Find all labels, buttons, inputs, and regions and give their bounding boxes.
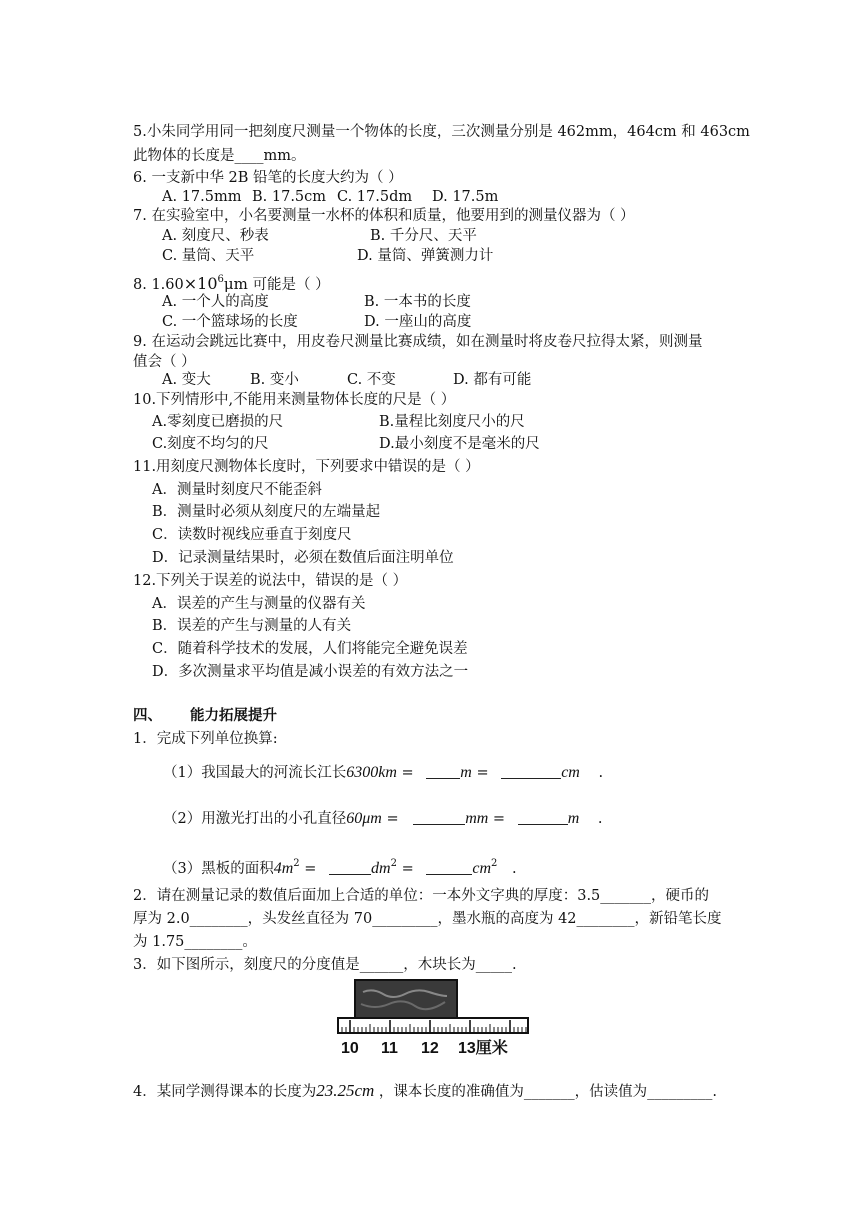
wooden-block — [355, 980, 457, 1018]
q6-stem: 6. 一支新中华 2B 铅笔的长度大约为（ ） — [133, 170, 403, 186]
q7-stem: 7. 在实验室中，小名要测量一水杯的体积和质量，他要用到的测量仪器为（ ） — [133, 208, 635, 224]
ruler-figure — [335, 978, 535, 1058]
p1-a-blank2[interactable] — [501, 764, 561, 779]
p4-prefix: 4．某同学测得课本的长度为 — [133, 1084, 317, 1100]
p1-c-square: 2 — [293, 858, 300, 869]
p1-a-blank1[interactable] — [426, 764, 460, 779]
q8-times-ten: ×10 — [183, 274, 218, 293]
p4-line — [133, 1081, 717, 1102]
q9-option-d: D. 都有可能 — [453, 372, 532, 388]
q10-option-c: C.刻度不均匀的尺 — [152, 436, 269, 452]
section-4-number: 四、 — [133, 707, 162, 724]
q9-line1: 9. 在运动会跳远比赛中，用皮卷尺测量比赛成绩，如在测量时将皮卷尺拉得太紧，则测量 — [133, 334, 703, 350]
q11-option-a: A．测量时刻度尺不能歪斜 — [152, 482, 322, 498]
p3-stem: 3．如下图所示，刻度尺的分度值是______，木块长为_____. — [133, 957, 517, 973]
q7-option-a: A. 刻度尺、秒表 — [162, 228, 269, 244]
p1-b-value: 60 — [346, 810, 363, 827]
q8-option-b: B. 一本书的长度 — [364, 294, 471, 310]
p1-c-eq2: = — [401, 861, 414, 877]
p1-a-unit: km — [378, 764, 397, 781]
p1-b-blank1[interactable] — [413, 810, 465, 825]
q8-option-a: A. 一个人的高度 — [162, 294, 269, 310]
p1-c-unit2: cm — [472, 860, 492, 877]
q11-option-c: C．读数时视线应垂直于刻度尺 — [152, 527, 352, 543]
p2-line1: 2．请在测量记录的数值后面加上合适的单位：一本外文字典的厚度：3.5_______，硬币的 — [133, 888, 710, 904]
q8-unit: μm — [223, 275, 248, 293]
p1-stem: 1．完成下列单位换算: — [133, 731, 278, 747]
q10-stem: 10.下列情形中,不能用来测量物体长度的尺是（ ） — [133, 392, 456, 408]
p1-c-label: （3）黑板的面积 — [163, 861, 274, 877]
q9-option-a: A. 变大 — [162, 372, 211, 388]
q11-option-b: B．测量时必须从刻度尺的左端量起 — [152, 504, 381, 520]
p4-value: 23.25 — [316, 1081, 355, 1100]
q6-option-b: B. 17.5cm — [252, 189, 327, 205]
ruler-label-10: 10 — [341, 1040, 359, 1057]
q8-option-c: C. 一个篮球场的长度 — [162, 314, 298, 330]
q12-option-b: B．误差的产生与测量的人有关 — [152, 618, 352, 634]
q11-stem: 11.用刻度尺测物体长度时，下列要求中错误的是（ ） — [133, 459, 480, 475]
p1-b-eq2: = — [492, 811, 506, 827]
p1-a-unit2: cm — [561, 764, 580, 781]
q5-line2: 此物体的长度是____mm。 — [133, 148, 306, 164]
p1-c-unit1: dm — [371, 860, 391, 877]
q10-option-a: A.零刻度已磨损的尺 — [152, 414, 284, 430]
q6-option-d: D. 17.5m — [432, 189, 499, 205]
q8-exponent: 6 — [217, 274, 224, 285]
q12-stem: 12.下列关于误差的说法中，错误的是（ ） — [133, 573, 408, 589]
q10-option-b: B.量程比刻度尺小的尺 — [379, 414, 525, 430]
p1-b-label: （2）用激光打出的小孔直径 — [163, 811, 347, 827]
q8-suffix: 可能是（ ） — [252, 277, 330, 293]
p1-b-eq1: = — [386, 811, 399, 827]
q12-option-a: A．误差的产生与测量的仪器有关 — [152, 596, 366, 612]
p1-a-eq2: = — [476, 765, 489, 781]
q9-line2: 值会（ ） — [133, 354, 196, 370]
q7-option-c: C. 量筒、天平 — [162, 248, 255, 264]
q8-option-d: D. 一座山的高度 — [364, 314, 472, 330]
p1-b-blank2[interactable] — [518, 810, 568, 825]
p1-c-unit: m — [281, 860, 294, 877]
p1-a-eq1: = — [401, 765, 414, 781]
q6-option-a: A. 17.5mm — [162, 189, 242, 205]
p1-b-unit2: m — [567, 810, 580, 827]
p1-c-value: 4 — [273, 860, 282, 877]
p4-suffix: ，课本长度的准确值为_______，估读值为_________. — [378, 1084, 718, 1100]
q8-prefix: 8. 1.60 — [133, 277, 184, 293]
p1-c-blank1[interactable] — [329, 860, 371, 875]
p1-b-end: . — [597, 811, 603, 827]
p2-line3: 为 1.75________。 — [133, 934, 257, 950]
q12-option-c: C．随着科学技术的发展，人们将能完全避免误差 — [152, 641, 468, 657]
p1-a-label: （1）我国最大的河流长江长 — [163, 765, 347, 781]
ruler-label-12: 12 — [421, 1040, 439, 1057]
section-4-title: 能力拓展提升 — [190, 707, 277, 724]
p1-b-unit1: mm — [465, 810, 489, 827]
p2-line2: 厚为 2.0________，头发丝直径为 70_________，墨水瓶的高度为 42________，新铅笔长度 — [133, 911, 722, 927]
q9-option-b: B. 变小 — [250, 372, 299, 388]
p4-unit: cm — [354, 1081, 375, 1100]
p1-c-unit1-square: 2 — [390, 858, 397, 869]
p1-a-unit1: m — [460, 764, 472, 781]
p1-b — [163, 809, 602, 829]
q12-option-d: D．多次测量求平均值是减小误差的有效方法之一 — [152, 664, 469, 680]
q6-option-c: C. 17.5dm — [337, 189, 413, 205]
p1-c-unit2-square: 2 — [491, 858, 498, 869]
p1-a-end: . — [598, 765, 604, 781]
q11-option-d: D．记录测量结果时，必须在数值后面注明单位 — [152, 550, 454, 566]
p1-a-value: 6300 — [346, 764, 379, 781]
ruler-label-13cm: 13厘米 — [458, 1040, 508, 1057]
q9-option-c: C. 不变 — [347, 372, 396, 388]
p1-c — [163, 854, 517, 879]
p1-c-eq1: = — [304, 861, 317, 877]
ruler-label-11: 11 — [381, 1040, 398, 1057]
q7-option-b: B. 千分尺、天平 — [370, 228, 477, 244]
q10-option-d: D.最小刻度不是毫米的尺 — [379, 436, 540, 452]
p1-a — [163, 763, 603, 783]
p1-b-unit: μm — [362, 810, 382, 827]
p1-c-blank2[interactable] — [426, 860, 472, 875]
q7-option-d: D. 量筒、弹簧测力计 — [357, 248, 494, 264]
q5-line1: 5.小朱同学用同一把刻度尺测量一个物体的长度，三次测量分别是 462mm，464cm 和 463cm — [133, 124, 750, 140]
p1-c-end: . — [512, 861, 517, 877]
